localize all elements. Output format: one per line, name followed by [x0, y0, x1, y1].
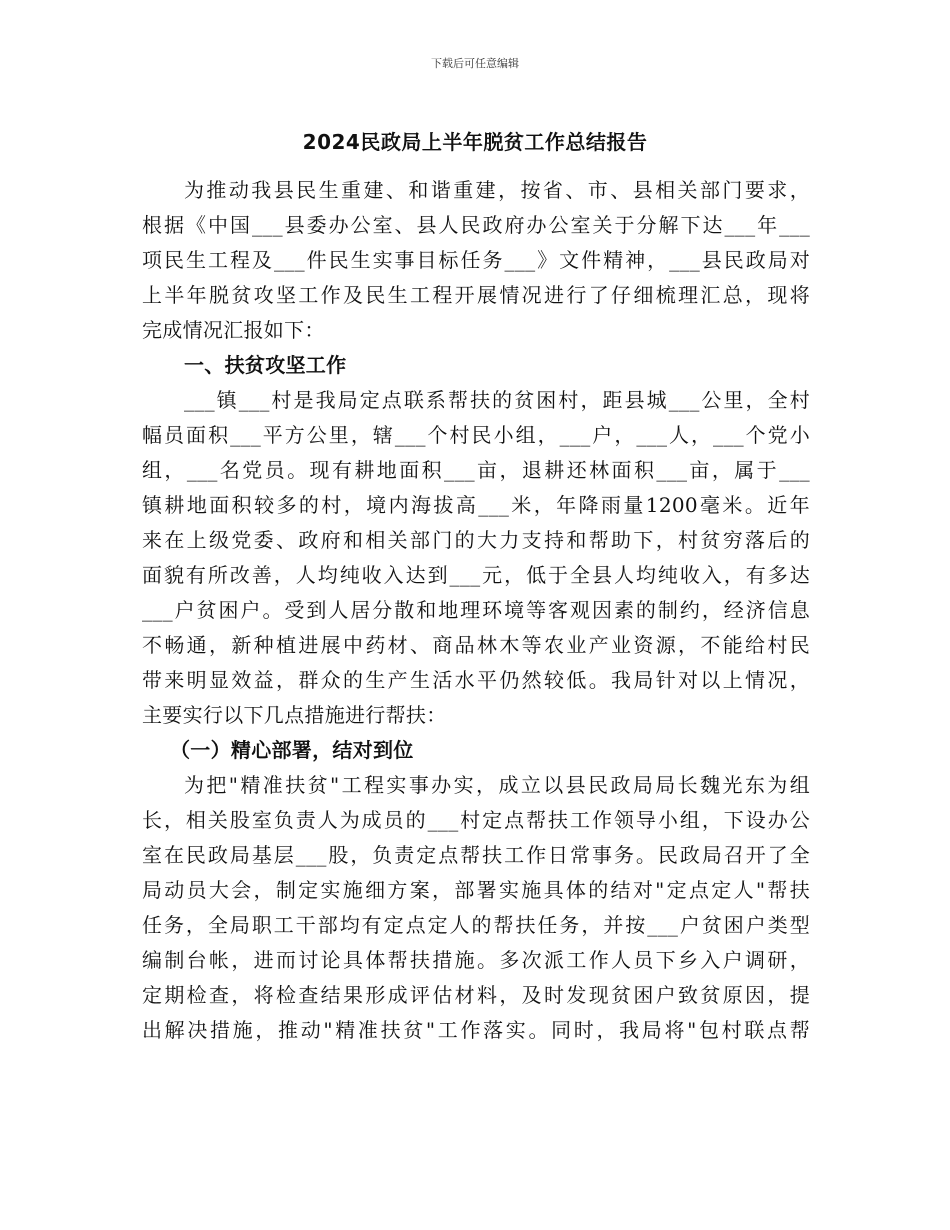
paragraph-line: 编制台帐，进而讨论具体帮扶措施。多次派工作人员下乡入户调研， — [142, 948, 810, 972]
paragraph-line: 长，相关股室负责人为成员的___村定点帮扶工作领导小组，下设办公 — [142, 808, 810, 832]
document-title: 2024民政局上半年脱贫工作总结报告 — [302, 130, 648, 154]
paragraph-line: 任务，全局职工干部均有定点定人的帮扶任务，并按___户贫困户类型 — [142, 913, 810, 937]
paragraph-line: 为推动我县民生重建、和谐重建，按省、市、县相关部门要求， — [184, 178, 810, 202]
paragraph-line: 幅员面积___平方公里，辖___个村民小组，___户，___人，___个党小 — [142, 423, 810, 447]
subsection-heading: （一）精心部署，结对到位 — [170, 738, 414, 762]
paragraph-line: 来在上级党委、政府和相关部门的大力支持和帮助下，村贫穷落后的 — [142, 528, 810, 552]
paragraph-line: 室在民政局基层___股，负责定点帮扶工作日常事务。民政局召开了全 — [142, 843, 810, 867]
document-body — [142, 173, 810, 1048]
paragraph-line: 根据《中国___县委办公室、县人民政府办公室关于分解下达___年___ — [142, 213, 810, 237]
paragraph-line: 镇耕地面积较多的村，境内海拔高___米，年降雨量1200毫米。近年 — [142, 493, 810, 517]
paragraph-line: 项民生工程及___件民生实事目标任务___》文件精神，___县民政局对 — [142, 248, 810, 272]
paragraph-line: 面貌有所改善，人均纯收入达到___元，低于全县人均纯收入，有多达 — [142, 563, 810, 587]
paragraph-line: 局动员大会，制定实施细方案，部署实施具体的结对"定点定人"帮扶 — [142, 878, 810, 902]
paragraph-line: 组，___名党员。现有耕地面积___亩，退耕还林面积___亩，属于___ — [142, 458, 810, 482]
paragraph-line: ___镇___村是我局定点联系帮扶的贫困村，距县城___公里，全村 — [184, 388, 810, 412]
paragraph-line: 不畅通，新种植进展中药材、商品林木等农业产业资源，不能给村民 — [142, 633, 810, 657]
paragraph-line: ___户贫困户。受到人居分散和地理环境等客观因素的制约，经济信息 — [142, 598, 810, 622]
section-heading: 一、扶贫攻坚工作 — [184, 353, 347, 377]
paragraph-line: 完成情况汇报如下： — [142, 318, 325, 342]
paragraph-line: 带来明显效益，群众的生产生活水平仍然较低。我局针对以上情况， — [142, 668, 810, 692]
header-note: 下载后可任意编辑 — [431, 57, 519, 70]
paragraph-line: 出解决措施，推动"精准扶贫"工作落实。同时，我局将"包村联点帮 — [142, 1018, 810, 1042]
paragraph-line: 上半年脱贫攻坚工作及民生工程开展情况进行了仔细梳理汇总，现将 — [142, 283, 810, 307]
paragraph-line: 主要实行以下几点措施进行帮扶： — [142, 703, 447, 727]
paragraph-line: 为把"精准扶贫"工程实事办实，成立以县民政局局长魏光东为组 — [184, 773, 810, 797]
paragraph-line: 定期检查，将检查结果形成评估材料，及时发现贫困户致贫原因，提 — [142, 983, 810, 1007]
